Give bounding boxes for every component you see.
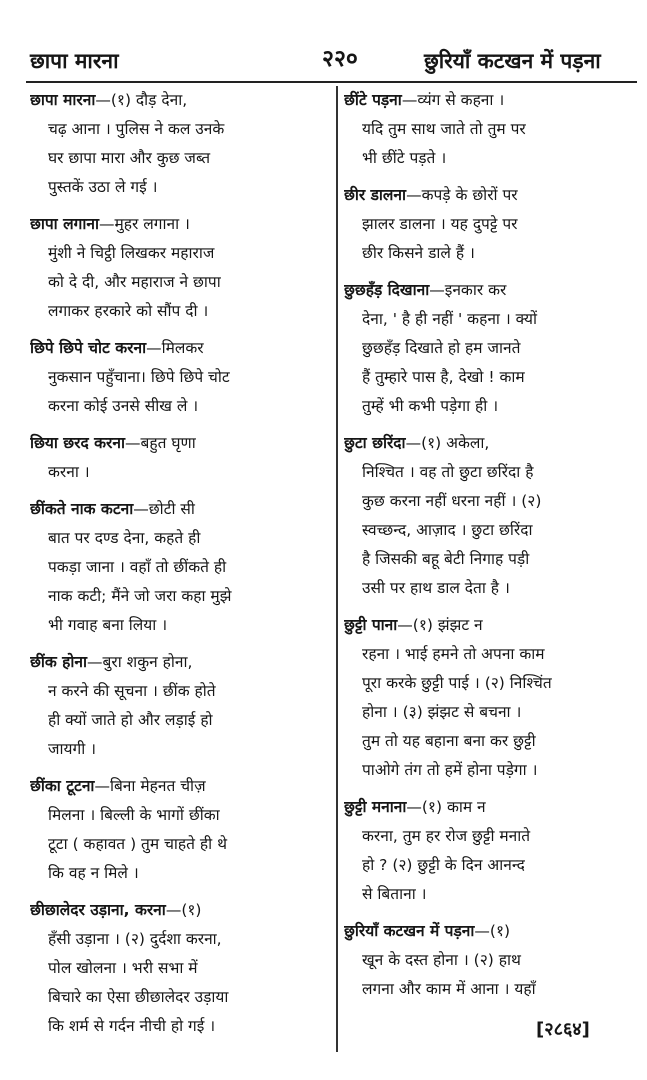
entry-line: पोल खोलना । भरी सभा में xyxy=(48,959,198,977)
dictionary-entry xyxy=(30,896,330,1041)
entry-line: बिचारे का ऐसा छीछालेदर उड़ाया xyxy=(48,988,229,1006)
entry-line: करना, तुम हर रोज छुट्टी मनाते xyxy=(362,827,531,845)
entry-first-line xyxy=(30,429,330,458)
entry-first-line xyxy=(30,334,330,363)
dictionary-entry xyxy=(30,648,330,764)
entry-first-line xyxy=(30,86,330,115)
dictionary-entry xyxy=(344,611,638,785)
entry-line: नुकसान पहुँचाना। छिपे छिपे चोट xyxy=(48,368,230,386)
entry-first-line xyxy=(30,648,330,677)
entry-line: पुस्तकें उठा ले गई । xyxy=(48,178,158,196)
entry-first-line xyxy=(344,917,638,946)
page-header xyxy=(0,0,647,80)
entry-first-line xyxy=(30,896,330,925)
entry-headword: छुरियाँ कटखन में पड़ना xyxy=(344,922,475,940)
dictionary-entry xyxy=(30,210,330,326)
running-head-right: छुरियाँ कटखन में पड़ना xyxy=(424,49,601,73)
entry-headword: छींका टूटना xyxy=(30,777,95,795)
entry-definition-start: —(१) दौड़ देना, xyxy=(95,91,188,109)
left-column xyxy=(30,86,330,1049)
column-divider xyxy=(336,86,338,1052)
page-number: २२० xyxy=(322,46,358,72)
entry-first-line xyxy=(344,276,638,305)
entry-line: मिलना । बिल्ली के भागों छींका xyxy=(48,806,220,824)
entry-line: जायगी । xyxy=(48,740,97,758)
entry-line: न करने की सूचना । छींक होते xyxy=(48,682,216,700)
dictionary-entry xyxy=(30,86,330,202)
dictionary-entry xyxy=(30,429,330,487)
entry-line: हैं तुम्हारे पास है, देखो ! काम xyxy=(362,368,525,386)
entry-line: से बिताना । xyxy=(362,885,427,903)
entry-definition-start: —बुरा शकुन होना, xyxy=(87,653,193,671)
entry-line: उसी पर हाथ डाल देता है । xyxy=(362,579,510,597)
entry-line: पूरा करके छुट्टी पाई । (२) निश्चिंत xyxy=(362,674,552,692)
entry-line: होना । (३) झंझट से बचना । xyxy=(362,703,522,721)
entry-line: छुछहँड़ दिखाते हो हम जानते xyxy=(362,339,521,357)
entry-headword: छापा मारना xyxy=(30,91,96,109)
entry-headword: छुछहँड़ दिखाना xyxy=(344,281,430,299)
entry-line: यदि तुम साथ जाते तो तुम पर xyxy=(362,120,526,138)
entry-first-line xyxy=(30,210,330,239)
entry-line: कि वह न मिले । xyxy=(48,864,139,882)
dictionary-entry xyxy=(344,917,638,1004)
entry-headword: छुट्टी पाना xyxy=(344,616,398,634)
entry-line: देना, ' है ही नहीं ' कहना । क्यों xyxy=(362,310,537,328)
dictionary-entry xyxy=(344,181,638,268)
entry-headword: छिपे छिपे चोट करना xyxy=(30,339,147,357)
entry-first-line xyxy=(30,772,330,801)
entry-definition-start: —(१) झंझट न xyxy=(397,616,483,634)
entry-line: लगाकर हरकारे को सौंप दी । xyxy=(48,302,209,320)
dictionary-entry xyxy=(30,495,330,640)
entry-line: रहना । भाई हमने तो अपना काम xyxy=(362,645,545,663)
dictionary-entry xyxy=(344,429,638,603)
dictionary-entry xyxy=(344,276,638,421)
dictionary-entry xyxy=(30,334,330,421)
entry-definition-start: —कपड़े के छोरों पर xyxy=(406,186,518,204)
entry-first-line xyxy=(30,495,330,524)
entry-line: खून के दस्त होना । (२) हाथ xyxy=(362,951,521,969)
entry-first-line xyxy=(344,793,638,822)
entry-line: भी छींटे पड़ते । xyxy=(362,149,447,167)
entry-definition-start: —बहुत घृणा xyxy=(124,434,196,452)
entry-line: ही क्यों जाते हो और लड़ाई हो xyxy=(48,711,213,729)
entry-first-line xyxy=(344,611,638,640)
entry-line: को दे दी, और महाराज ने छापा xyxy=(48,273,221,291)
entry-definition-start: —व्यंग से कहना । xyxy=(401,91,505,109)
entry-line: पाओगे तंग तो हमें होना पड़ेगा । xyxy=(362,761,538,779)
entry-line: मुंशी ने चिट्ठी लिखकर महाराज xyxy=(48,244,215,262)
entry-line: छीर किसने डाले हैं । xyxy=(362,244,475,262)
entry-headword: छीर डालना xyxy=(344,186,407,204)
entry-definition-start: —मुहर लगाना । xyxy=(98,215,190,233)
signature-mark: [२८६४] xyxy=(536,1019,590,1040)
right-column xyxy=(344,86,638,1012)
entry-first-line xyxy=(344,429,638,458)
entry-headword: छुटा छरिंदा xyxy=(344,434,406,452)
entry-line: बात पर दण्ड देना, कहते ही xyxy=(48,529,201,547)
entry-line: तुम तो यह बहाना बना कर छुट्टी xyxy=(362,732,536,750)
entry-definition-start: —(१) अकेला, xyxy=(405,434,490,452)
dictionary-entry xyxy=(344,793,638,909)
entry-definition-start: —(१) xyxy=(474,922,511,940)
entry-line: करना कोई उनसे सीख ले । xyxy=(48,397,199,415)
entry-line: भी गवाह बना लिया । xyxy=(48,616,168,634)
running-head-left: छापा मारना xyxy=(30,49,119,73)
entry-definition-start: —मिलकर xyxy=(146,339,204,357)
entry-first-line xyxy=(344,181,638,210)
entry-definition-start: —छोटी सी xyxy=(133,500,195,518)
header-rule xyxy=(26,81,637,83)
entry-line: कुछ करना नहीं धरना नहीं । (२) xyxy=(362,492,542,510)
dictionary-entry xyxy=(344,86,638,173)
entry-line: निश्चित । वह तो छुटा छरिंदा है xyxy=(362,463,534,481)
entry-definition-start: —इनकार कर xyxy=(429,281,507,299)
entry-line: कि शर्म से गर्दन नीची हो गई । xyxy=(48,1017,216,1035)
entry-headword: छीछालेदर उड़ाना, करना xyxy=(30,901,166,919)
entry-line: तुम्हें भी कभी पड़ेगा ही । xyxy=(362,397,499,415)
entry-line: लगना और काम में आना । यहाँ xyxy=(362,980,536,998)
entry-headword: छापा लगाना xyxy=(30,215,99,233)
entry-line: स्वच्छन्द, आज़ाद । छुटा छरिंदा xyxy=(362,521,533,539)
entry-line: करना । xyxy=(48,463,90,481)
entry-headword: छिया छरद करना xyxy=(30,434,125,452)
entry-first-line xyxy=(344,86,638,115)
entry-headword: छुट्टी मनाना xyxy=(344,798,407,816)
entry-line: चढ़ आना । पुलिस ने कल उनके xyxy=(48,120,225,138)
entry-line: घर छापा मारा और कुछ जब्त xyxy=(48,149,211,167)
entry-definition-start: —(१) xyxy=(165,901,202,919)
entry-line: है जिसकी बहू बेटी निगाह पड़ी xyxy=(362,550,530,568)
entry-definition-start: —(१) काम न xyxy=(406,798,486,816)
entry-definition-start: —बिना मेहनत चीज़ xyxy=(94,777,206,795)
entry-headword: छींकते नाक कटना xyxy=(30,500,134,518)
dictionary-entry xyxy=(30,772,330,888)
entry-line: हँसी उड़ाना । (२) दुर्दशा करना, xyxy=(48,930,222,948)
entry-line: हो ? (२) छुट्टी के दिन आनन्द xyxy=(362,856,525,874)
entry-line: झालर डालना । यह दुपट्टे पर xyxy=(362,215,518,233)
entry-line: टूटा ( कहावत ) तुम चाहते ही थे xyxy=(48,835,228,853)
entry-headword: छींक होना xyxy=(30,653,88,671)
entry-line: पकड़ा जाना । वहाँ तो छींकते ही xyxy=(48,558,227,576)
entry-line: नाक कटी; मैंने जो जरा कहा मुझे xyxy=(48,587,232,605)
entry-headword: छींटे पड़ना xyxy=(344,91,402,109)
